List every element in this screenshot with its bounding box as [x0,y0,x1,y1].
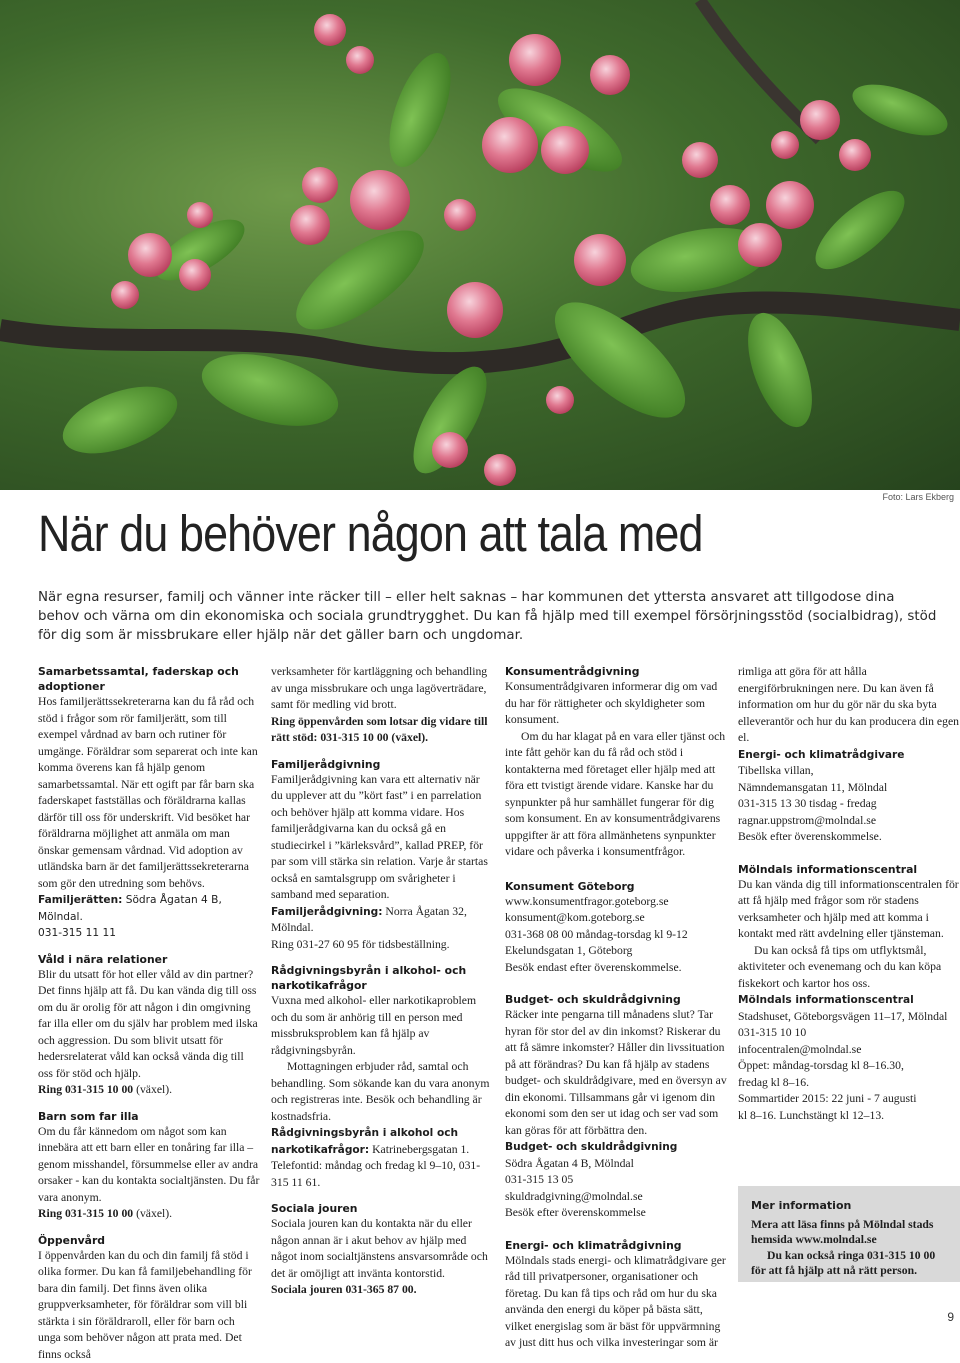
section-heading: Sociala jouren [271,1201,493,1216]
address-line: Nämndemansgatan 11, Mölndal [738,780,960,797]
section-heading: Öppenvård [38,1233,260,1248]
paragraph: verksamheter för kartläggning och behandling av unga missbrukare och unga lagöverträdare, samt för medling vid brott. [271,664,493,714]
section-heading: Konsument Göteborg [505,879,727,894]
section-heading: Barn som far illa [38,1109,260,1124]
section-heading: Konsumentrådgivning [505,664,727,679]
info-box-heading: Mer information [751,1198,950,1214]
intro-text: När egna resurser, familj och vänner inte räcker till – eller helt saknas – har kommunen det yttersta ansvaret att tillgodose dina behov och värna om din ekonomiska och sociala grundtrygghet. Du kan få hjälp med till exempel försörjningsstöd (socialbidrag), stöd för dig som är missbrukare eller hjälp när det gäller barn och ungdomar. [38,588,938,645]
section-heading: Energi- och klimatrådgivning [505,1238,727,1253]
section-heading: Samarbetssamtal, faderskap och adoptioner [38,664,260,694]
section-heading: Mölndals informationscentral [738,862,960,877]
info-box-line: Du kan också ringa 031-315 10 00 för att få hjälp att nå rätt person. [751,1248,950,1279]
paragraph: Sociala jouren kan du kontakta när du eller någon annan är i akut behov av hjälp med något inom socialtjänstens ansvarsområde och det är omöjligt att invänta kontorstid. [271,1216,493,1282]
website-link[interactable]: www.konsumentfragor.goteborg.se [505,894,727,911]
page-title: När du behöver någon att tala med [38,504,703,563]
paragraph: Du kan vända dig till informationscentralen för att få hjälp med frågor som rör stadens verksamheter och hjälp med att komma i kontakt med rätt avdelning eller tjänsteman. [738,877,960,943]
column-3 [505,664,727,1352]
email-link[interactable]: ragnar.uppstrom@molndal.se [738,813,960,830]
address-line: Ekelundsgatan 1, Göteborg [505,943,727,960]
paragraph: Blir du utsatt för hot eller våld av din partner? Det finns hjälp att få. Du kan vända dig till oss om du är orolig för att någon i din omgivning far illa eller om du själv har problem med ilska och aggression. Du som blivit utsatt för hedersrelaterat våld kan också vända dig till oss för stöd och hjälp. [38,967,260,1083]
phone-line: Ring öppenvården som lotsar dig vidare till rätt stöd: 031-315 10 00 (växel). [271,714,493,747]
phone-line: Ring 031-27 60 95 för tidsbeställning. [271,937,493,954]
contact-heading: Mölndals informationscentral [738,992,960,1009]
paragraph: Mottagningen erbjuder råd, samtal och behandling. Som sökande kan du vara anonym och registreras inte. Besök och behandling är kostnadsfria. [271,1059,493,1125]
visits-line: Besök efter överenskommelse [505,1205,727,1222]
hours-line: kl 8–16. Lunchstängt kl 12–13. [738,1108,960,1125]
email-link[interactable]: konsument@kom.goteborg.se [505,910,727,927]
paragraph: rimliga att göra för att hålla energiförbrukningen nere. Du kan även få information om hur du gör när du ska byta elleverantör och hur du kan producera din egen el. [738,664,960,747]
phone-number: 031-315 11 11 [38,925,260,942]
apple-blossom-illustration [0,0,960,490]
visits-line: Besök endast efter överenskommelse. [505,960,727,977]
section-heading: Familjerådgivning [271,757,493,772]
photo-credit: Foto: Lars Ekberg [882,492,954,502]
contact-line: Rådgivningsbyrån i alkohol och narkotikafrågor: Katrinebergsgatan 1. [271,1125,493,1158]
column-2 [271,664,493,1299]
phone-line: 031-315 13 05 [505,1172,727,1189]
paragraph: Om du får kännedom om något som kan innebära att ett barn eller en tonåring far illa – genom misshandel, försummelse eller av andra orsaker - kan du kontakta socialtjänsten. Du får vara anonym. [38,1124,260,1207]
paragraph: Vuxna med alkohol- eller narkotikaproblem och du som är anhörig till en person med missbruksproblem kan få hjälp av rådgivningsbyrån. [271,993,493,1059]
page-number: 9 [947,1310,954,1324]
hours-line: fredag kl 8–16. [738,1075,960,1092]
column-4 [738,664,960,1124]
paragraph: Konsumentrådgivaren informerar dig om vad du har för rättigheter och skyldigheter som konsument. [505,679,727,729]
phone-line: 031-315 13 30 tisdag - fredag [738,796,960,813]
contact-heading: Budget- och skuldrådgivning [505,1139,727,1156]
hours-line: Öppet: måndag-torsdag kl 8–16.30, [738,1058,960,1075]
hero-photo [0,0,960,490]
phone-line: Ring 031-315 10 00 (växel). [38,1082,260,1099]
phone-line: 031-368 08 00 måndag-torsdag kl 9-12 [505,927,727,944]
email-link[interactable]: infocentralen@molndal.se [738,1042,960,1059]
section-heading: Budget- och skuldrådgivning [505,992,727,1007]
paragraph: Räcker inte pengarna till månadens slut? Tar hyran för stor del av din inkomst? Riskerar du att få sämre inkomster? Håller din livssituation på att förändras? Du kan få hjälp av stadens budget- och skuldrådgivare, med en översyn av din ekonomi. Tillsammans går vi igenom din ekonomi som den ser ut idag och ser vad som kan göras för att förbättra den. [505,1007,727,1139]
contact-heading: Energi- och klimatrådgivare [738,747,960,764]
paragraph: Du kan också få tips om utflyktsmål, aktiviteter och evenemang och du kan köpa fiskekort och kartor hos oss. [738,943,960,993]
address-line: Södra Ågatan 4 B, Mölndal [505,1156,727,1173]
paragraph: Familjerådgivning kan vara ett alternativ när du upplever att du ”kört fast” i en parrelation och behöver hjälp att komma vidare. Hos familjerådgivarna kan du också gå en studiecirkel i ”kärleksvård”, kallad PREP, för par som vill stärka sin relation. Varje år startas också en samtalsgrupp om svårigheter i samband med separation. [271,772,493,904]
hours-line: Sommartider 2015: 22 juni - 7 augusti [738,1091,960,1108]
phone-line: 031-315 10 10 [738,1025,960,1042]
visits-line: Besök efter överenskommelse. [738,829,960,846]
paragraph: Om du har klagat på en vara eller tjänst och inte fått gehör kan du få råd och stöd i kontakterna med företaget eller hjälp med att föra ett tvistigt ärende vidare. Kanske har du synpunkter på hur samhället fungerar för dig som konsument. En av konsumentrådgivarens uppgifter är att föra allmänhetens synpunkter vidare och påverka i konsumentfrågor. [505,729,727,861]
contact-line: Familjerätten: Södra Ågatan 4 B, Mölndal. [38,892,260,925]
email-link[interactable]: skuldradgivning@molndal.se [505,1189,727,1206]
phone-line: Ring 031-315 10 00 (växel). [38,1206,260,1223]
paragraph: I öppenvården kan du och din familj få stöd i olika former. Du kan få familjebehandling för bara din familj. Det finns även olika gruppverksamheter, för föräldrar som vill bli stärkta i sin föräldraroll, eller för barn och unga som behöver någon att prata med. Det finns också [38,1248,260,1363]
paragraph: Hos familjerättssekreterarna kan du få råd och stöd i frågor som rör familjerätt, som till exempel vårdnad av barn och rutiner för umgänge. Föräldrar som separerat och inte kan komma överens kan få hjälp genom samarbetssamtal. När ett ogift par får barn ska faderskapet fastställas och föräldrarna kallas därför till oss för underskrift. Vid besöket har föräldrarna möjlighet att anmäla om man önskar gemensam vårdnad. Vid adoption av utländska barn är det familjerättssekreterarna som gör den utredning som behövs. [38,694,260,892]
column-1 [38,664,260,1363]
more-info-box [738,1186,960,1282]
address-line: Stadshuset, Göteborgsvägen 11–17, Mölndal [738,1009,960,1026]
section-heading: Våld i nära relationer [38,952,260,967]
paragraph: Mölndals stads energi- och klimatrådgivare ger råd till privatpersoner, organisationer och företag. Du kan få tips och råd om hur du ska använda den energi du köper på bästa sätt, vilket energislag som är bäst för uppvärmning av just ditt hus och vilka investeringar som är [505,1253,727,1352]
hours-line: Telefontid: måndag och fredag kl 9–10, 031-315 11 61. [271,1158,493,1191]
info-box-line: Mera att läsa finns på Mölndal stads hemsida www.molndal.se [751,1217,950,1248]
address-line: Tibellska villan, [738,763,960,780]
contact-line: Familjerådgivning: Norra Ågatan 32, Mölndal. [271,904,493,937]
phone-line: Sociala jouren 031-365 87 00. [271,1282,493,1299]
section-heading: Rådgivningsbyrån i alkohol- och narkotikafrågor [271,963,493,993]
